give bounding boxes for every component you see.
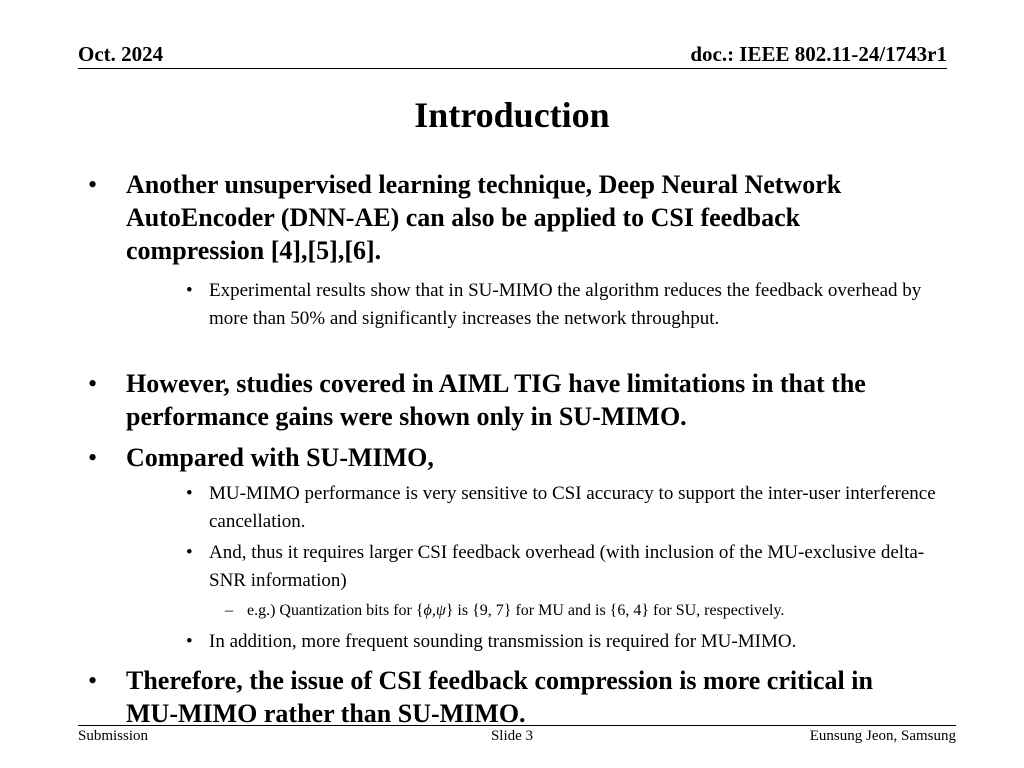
bullet-item-3-2-1: [225, 600, 947, 622]
slide-title: Introduction: [414, 95, 610, 135]
bullet-text: Therefore, the issue of CSI feedback compression is more critical in MU-MIMO rather than SU-MIMO.: [126, 666, 873, 728]
footer-rule: [78, 725, 956, 726]
dash-marker: –: [225, 602, 233, 619]
bullet-item-3: [88, 441, 926, 474]
bullet-item-1: [88, 168, 926, 267]
bullet-marker: •: [88, 666, 98, 695]
footer-slide-number: Slide 3: [490, 728, 534, 744]
bullet-text: However, studies covered in AIML TIG have limitations in that the performance gains were shown only in SU-MIMO.: [126, 369, 866, 431]
bullet-text: [247, 600, 947, 622]
footer-author: Eunsung Jeon, Samsung: [809, 728, 956, 744]
bullet-item-3-2: [186, 539, 939, 595]
bullet-marker: •: [186, 483, 193, 504]
bullet-item-2: [88, 367, 926, 433]
bullet-marker: •: [88, 369, 98, 398]
text-prefix: e.g.) Quantization bits for {: [247, 602, 424, 619]
bullet-item-3-3: [186, 628, 939, 656]
bullet-marker: •: [186, 631, 193, 652]
header-rule: [78, 68, 947, 69]
bullet-marker: •: [186, 280, 193, 301]
bullet-text: Experimental results show that in SU-MIMO the algorithm reduces the feedback overhead by more than 50% and significantly increases the network throughput.: [209, 280, 922, 329]
footer-left: Submission: [78, 728, 149, 744]
bullet-marker: •: [88, 170, 98, 199]
bullet-text: Compared with SU-MIMO,: [126, 443, 434, 472]
bullet-item-3-1: [186, 480, 939, 536]
bullet-marker: •: [186, 542, 193, 563]
header-doc-id: doc.: IEEE 802.11-24/1743r1: [690, 42, 947, 66]
bullet-text: In addition, more frequent sounding transmission is required for MU-MIMO.: [209, 631, 797, 652]
bullet-text: Another unsupervised learning technique, Deep Neural Network AutoEncoder (DNN-AE) can also be applied to CSI feedback compression [4],[5],[6].: [126, 170, 842, 265]
math-symbols: ϕ,ψ: [423, 602, 446, 619]
bullet-text: And, thus it requires larger CSI feedback overhead (with inclusion of the MU-exclusive delta-SNR information): [209, 542, 925, 591]
text-suffix: } is {9, 7} for MU and is {6, 4} for SU, respectively.: [445, 602, 785, 619]
header-date: Oct. 2024: [78, 42, 164, 66]
bullet-text: MU-MIMO performance is very sensitive to CSI accuracy to support the inter-user interference cancellation.: [209, 483, 936, 532]
bullet-marker: •: [88, 443, 98, 472]
bullet-item-1-1: [186, 277, 929, 333]
bullet-item-4: [88, 664, 926, 730]
